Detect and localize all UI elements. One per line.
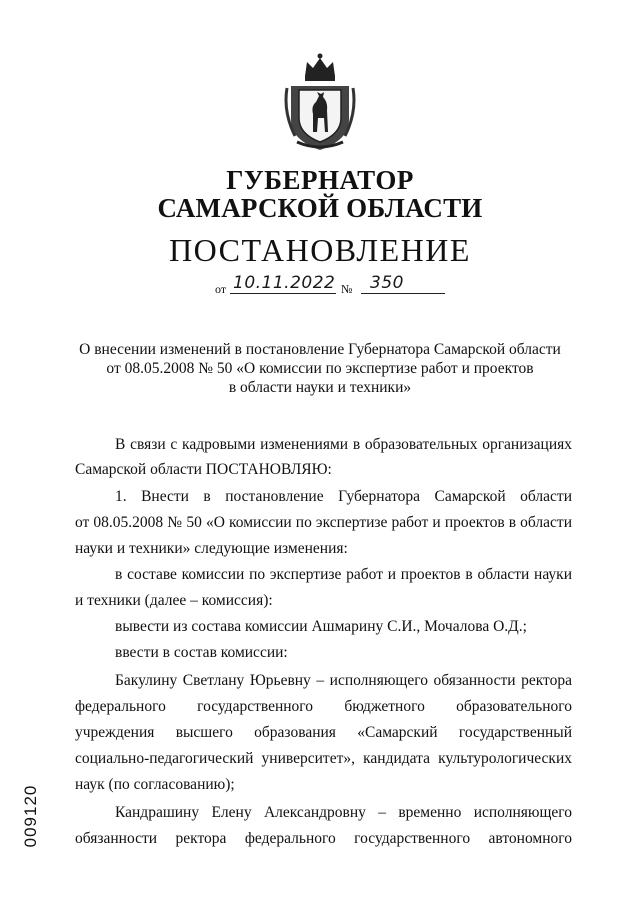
subject-line: в области науки и техники» [228,379,412,396]
body-line: Самарской области ПОСТАНОВЛЯЮ: [75,461,332,478]
body-line: в составе комиссии по экспертизе работ и проектов в области науки [115,566,572,583]
subject-line: О внесении изменений в постановление Губернатора Самарской области [79,341,561,358]
number-underline [361,293,445,294]
coat-of-arms-icon [283,52,357,152]
body-line: науки и техники» следующие изменения: [75,540,348,557]
header-title-line2: САМАРСКОЙ ОБЛАСТИ [157,193,483,223]
body-line: обязанности ректора федерального государственного автономного [75,830,572,847]
date-prefix: от [215,282,227,296]
handwritten-number: 350 [370,273,404,293]
date-number-line [215,273,435,298]
body-line: Бакулину Светлану Юрьевну – исполняющего обязанности ректора [115,672,572,689]
header-title-line1: ГУБЕРНАТОР [226,165,414,195]
body-line: и техники (далее – комиссия): [75,592,273,609]
document-type: ПОСТАНОВЛЕНИЕ [169,232,471,268]
body-line: 1. Внести в постановление Губернатора Самарской области [115,488,572,505]
body-line: наук (по согласованию); [75,776,235,793]
side-stamp-number [23,770,39,860]
document-subject [60,340,580,397]
body-line: федерального государственного бюджетного образовательного [75,698,572,715]
body-line: социально-педагогический университет», кандидата культурологических [75,750,572,767]
body-line: от 08.05.2008 № 50 «О комиссии по экспертизе работ и проектов в области [75,514,572,531]
body-line: В связи с кадровыми изменениями в образовательных организациях [115,436,572,453]
subject-line: от 08.05.2008 № 50 «О комиссии по экспертизе работ и проектов [106,360,534,377]
side-stamp-text: 009120 [21,784,40,848]
body-line: Кандрашину Елену Александровну – временно исполняющего [115,804,572,821]
body-line: учреждения высшего образования «Самарский государственный [75,724,572,741]
number-prefix: № [341,282,353,296]
body-line: вывести из состава комиссии Ашмарину С.И., Мочалова О.Д.; [115,618,527,635]
date-underline [230,293,336,294]
handwritten-date: 10.11.2022 [233,273,336,293]
body-line: ввести в состав комиссии: [115,644,288,661]
